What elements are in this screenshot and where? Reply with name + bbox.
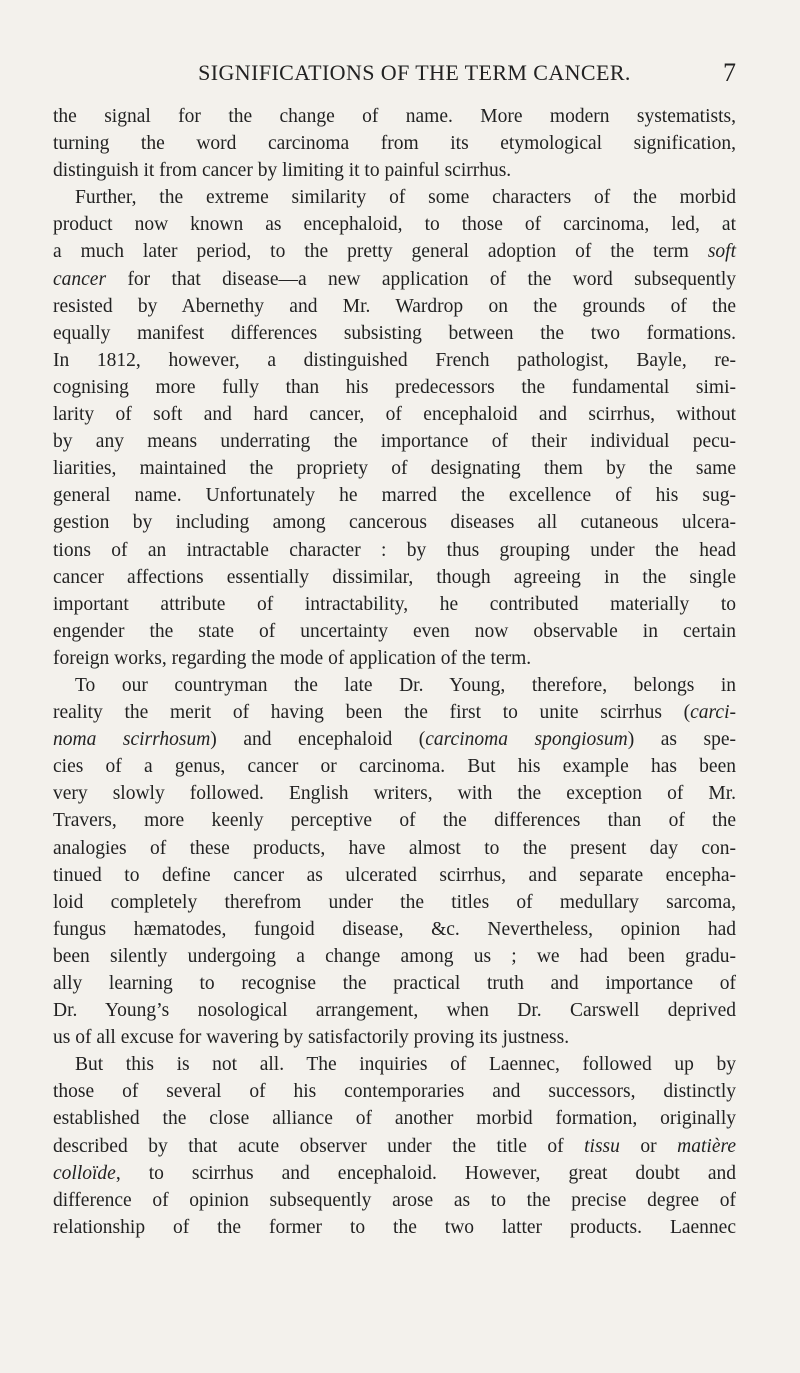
text-fragment: ) and encephaloid ( (210, 729, 426, 751)
text-line: us of all excuse for wavering by satisfactorily proving its justness. (53, 1027, 570, 1049)
text-line: those of several of his contemporaries and successors, distinctly (53, 1081, 736, 1103)
text-line: the signal for the change of name. More modern systematists, (53, 106, 736, 127)
text-line: general name. Unfortunately he marred the excellence of his sug- (53, 485, 736, 507)
text-fragment: or (619, 1135, 678, 1157)
text-line: tions of an intractable character : by thus grouping under the head (53, 539, 736, 561)
text-line: But this is not all. The inquiries of Laennec, followed up by (75, 1054, 736, 1076)
text-line: Dr. Young’s nosological arrangement, when Dr. Carswell deprived (53, 1000, 736, 1022)
text-line (53, 726, 736, 753)
text-line: product now known as encephaloid, to those of carcinoma, led, at (53, 214, 736, 236)
text-line: engender the state of uncertainty even now observable in certain (53, 620, 736, 642)
page-header (53, 60, 736, 100)
text-line: cognising more fully than his predecessors the fundamental simi- (53, 376, 736, 398)
text-line: resisted by Abernethy and Mr. Wardrop on the grounds of the (53, 295, 736, 317)
text-line: fungus hæmatodes, fungoid disease, &c. Nevertheless, opinion had (53, 918, 736, 940)
text-line (53, 1133, 736, 1160)
body-text (53, 103, 736, 1241)
text-line: gestion by including among cancerous diseases all cutaneous ulcera- (53, 512, 736, 534)
text-line: Travers, more keenly perceptive of the differences than of the (53, 810, 736, 832)
text-line: by any means underrating the importance of their individual pecu- (53, 431, 736, 453)
italic-term: matière (677, 1135, 737, 1157)
text-line: In 1812, however, a distinguished French pathologist, Bayle, re- (53, 349, 736, 371)
text-line: Further, the extreme similarity of some characters of the morbid (75, 187, 736, 209)
text-line: difference of opinion subsequently arose as to the precise degree of (53, 1189, 736, 1211)
text-line: cancer affections essentially dissimilar, though agreeing in the single (53, 566, 736, 588)
text-line: To our countryman the late Dr. Young, therefore, belongs in (75, 674, 736, 696)
text-line: cies of a genus, cancer or carcinoma. But his example has been (53, 756, 736, 778)
text-line: distinguish it from cancer by limiting it to painful scirrhus. (53, 160, 512, 182)
text-line: analogies of these products, have almost to the present day con- (53, 837, 736, 859)
italic-term: soft (707, 241, 736, 263)
text-line: important attribute of intractability, he contributed materially to (53, 593, 736, 615)
italic-term: carci- (690, 702, 736, 724)
text-line: established the close alliance of another morbid formation, originally (53, 1108, 736, 1130)
text-fragment: for that disease—a new application of the word subsequently (106, 268, 736, 290)
page-number: 7 (723, 58, 736, 87)
text-line: been silently undergoing a change among us ; we had been gradu- (53, 945, 736, 967)
text-fragment: a much later period, to the pretty general adoption of the term (53, 241, 708, 263)
italic-term: cancer (53, 268, 107, 290)
text-line: turning the word carcinoma from its etymological signification, (53, 133, 736, 155)
text-line (53, 238, 736, 265)
text-line: loid completely therefrom under the titles of medullary sarcoma, (53, 891, 736, 913)
text-line: relationship of the former to the two latter products. Laennec (53, 1216, 736, 1238)
text-line: very slowly followed. English writers, with the exception of Mr. (53, 783, 736, 805)
italic-term: colloïde (53, 1162, 116, 1184)
text-line: equally manifest differences subsisting between the two formations. (53, 322, 736, 344)
text-line: liarities, maintained the propriety of designating them by the same (53, 458, 736, 480)
text-line (53, 266, 736, 293)
text-fragment: described by that acute observer under the title of (53, 1135, 585, 1157)
text-line (53, 699, 736, 726)
text-line: larity of soft and hard cancer, of encephaloid and scirrhus, without (53, 404, 736, 426)
italic-term: carcinoma spongiosum (425, 729, 628, 751)
text-line: ally learning to recognise the practical truth and importance of (53, 973, 736, 994)
text-line: tinued to define cancer as ulcerated scirrhus, and separate encepha- (53, 864, 736, 886)
running-title: SIGNIFICATIONS OF THE TERM CANCER. (198, 60, 631, 85)
text-fragment: ) as spe- (627, 729, 736, 751)
text-fragment: reality the merit of having been the first to unite scirrhus ( (53, 702, 691, 724)
italic-term: tissu (584, 1135, 620, 1157)
text-line (53, 1160, 736, 1187)
text-line: foreign works, regarding the mode of application of the term. (53, 647, 532, 669)
text-fragment: , to scirrhus and encephaloid. However, great doubt and (115, 1162, 736, 1184)
italic-term: noma scirrhosum (53, 729, 211, 751)
